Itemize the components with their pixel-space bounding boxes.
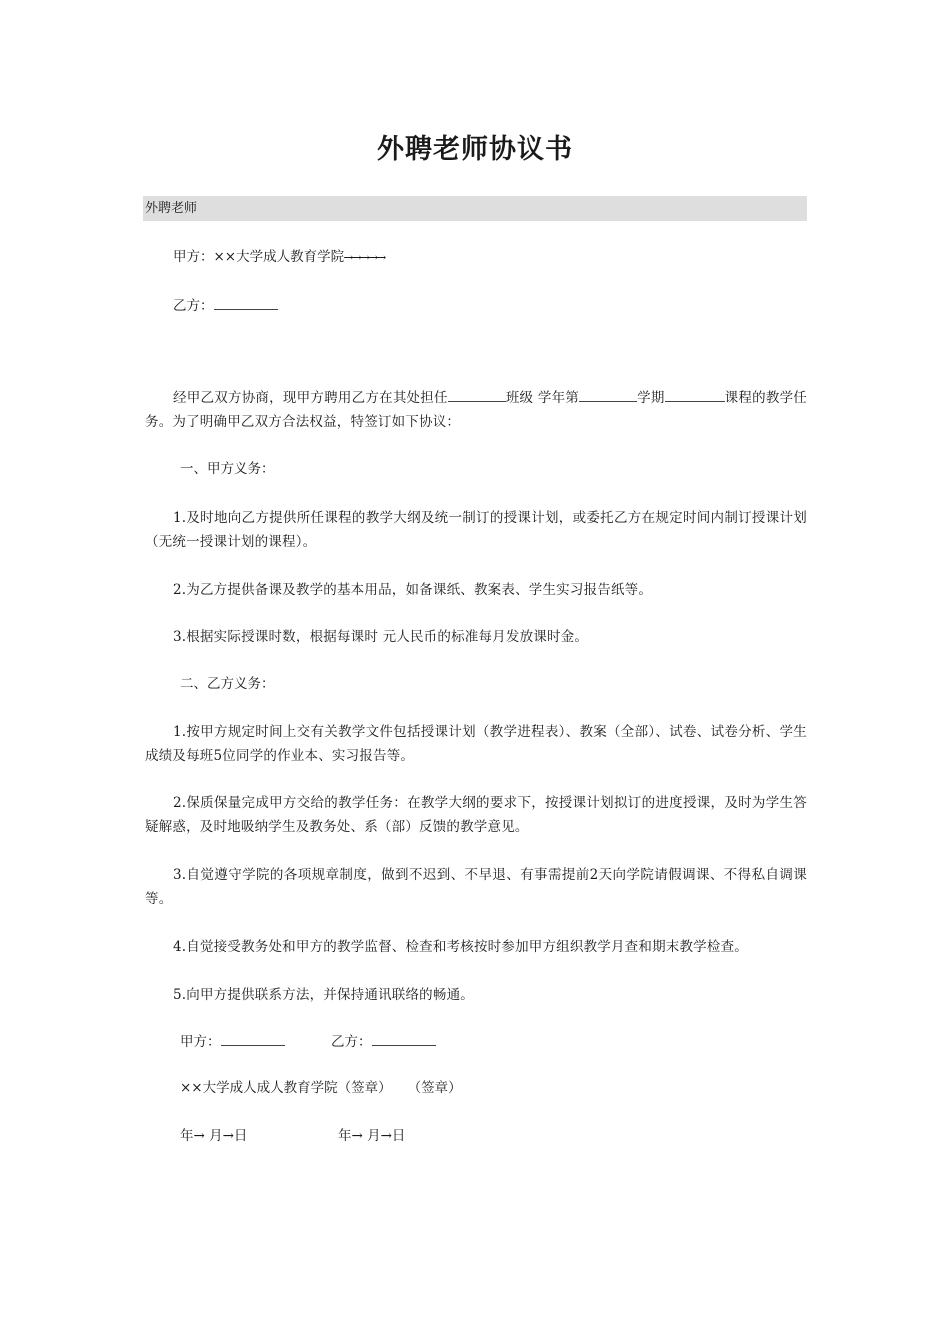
signature-party-a-blank[interactable]	[221, 1031, 285, 1046]
signature-party-a	[180, 1031, 285, 1052]
seal-line	[180, 1078, 462, 1098]
date-party-a: 年→ 月→日	[180, 1128, 248, 1144]
date-party-b: 年→ 月→日	[338, 1128, 406, 1144]
category-label: 外聘老师	[145, 201, 198, 216]
section-2-item-3: 3.自觉遵守学院的各项规章制度，做到不迟到、不早退、有事需提前2天向学院请假调课、不得私自调课等。	[145, 867, 807, 907]
intro-text-3: 学期	[637, 390, 665, 406]
document-title: 外聘老师协议书	[377, 134, 573, 165]
class-blank[interactable]	[448, 387, 506, 402]
party-b-blank[interactable]	[214, 295, 278, 310]
party-b-label: 乙方：	[173, 298, 214, 314]
section-1-item-3: 3.根据实际授课时数，根据每课时 元人民币的标准每月发放课时金。	[173, 629, 589, 645]
section-2-item-2: 2.保质保量完成甲方交给的教学任务：在教学大纲的要求下，按授课计划拟订的进度授课，及时为学生答疑解惑，及时地吸纳学生及教务处、系（部）反馈的教学意见。	[145, 795, 807, 835]
section-2-item-4: 4.自觉接受教务处和甲方的教学监督、检查和考核按时参加甲方组织教学月查和期末教学检查。	[173, 939, 748, 955]
signature-party-a-label: 甲方：	[180, 1034, 221, 1050]
seal-org-text: ××大学成人成人教育学院（签章）	[180, 1080, 392, 1096]
course-blank[interactable]	[665, 387, 725, 402]
category-bar	[143, 196, 807, 221]
party-a-label: 甲方：	[173, 249, 214, 265]
section-2-item-1: 1.按甲方规定时间上交有关教学文件包括授课计划（教学进程表）、教案（全部）、试卷、试卷分析、学生成绩及每班5位同学的作业本、实习报告等。	[145, 724, 807, 764]
section-2-item-5: 5.向甲方提供联系方法，并保持通讯联络的畅通。	[173, 987, 474, 1003]
intro-text-2: 班级 学年第	[505, 390, 580, 406]
signature-party-b-blank[interactable]	[372, 1031, 436, 1046]
party-b-line	[173, 295, 278, 316]
seal-party-b-text: （签章）	[407, 1080, 462, 1096]
tab-arrows: →→→→→	[344, 251, 386, 264]
signature-party-b	[331, 1031, 436, 1052]
section-1-heading: 一、甲方义务：	[180, 461, 275, 477]
intro-text-4: 课程的教学任务。为了明确甲乙双方合法权益，特签订如下协议：	[145, 390, 808, 430]
intro-text-1: 经甲乙双方协商，现甲方聘用乙方在其处担任	[173, 390, 448, 406]
term-blank[interactable]	[579, 387, 637, 402]
section-2-heading: 二、乙方义务：	[180, 676, 275, 692]
signature-party-b-label: 乙方：	[331, 1034, 372, 1050]
section-1-item-1: 1.及时地向乙方提供所任课程的教学大纲及统一制订的授课计划，或委托乙方在规定时间内制订授课计划（无统一授课计划的课程）。	[145, 510, 807, 550]
section-1-item-2: 2.为乙方提供备课及教学的基本用品，如备课纸、教案表、学生实习报告纸等。	[173, 582, 653, 598]
party-a-value: ××大学成人教育学院	[213, 249, 345, 265]
party-a-line	[173, 247, 385, 268]
intro-paragraph	[145, 386, 807, 434]
